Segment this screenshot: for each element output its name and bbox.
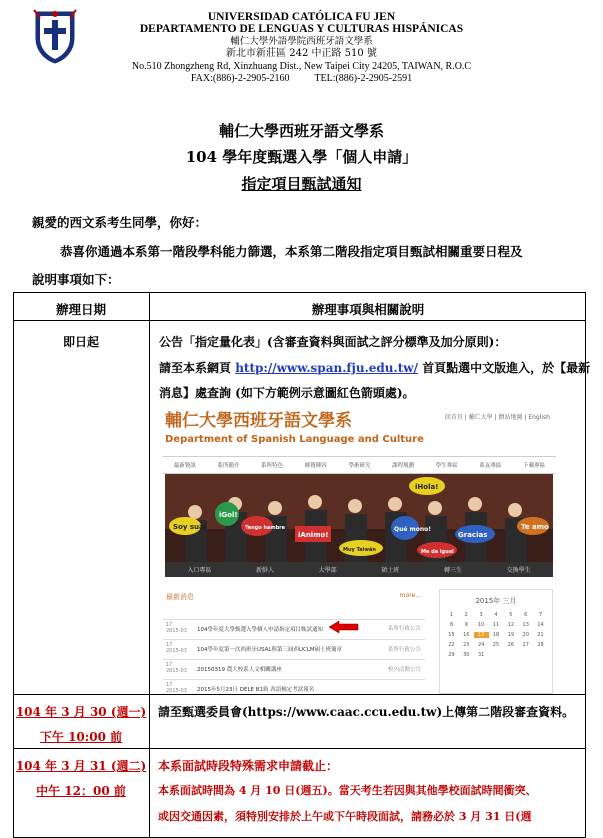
website-menu <box>163 456 556 474</box>
website-menu-item: 課程規劃 <box>392 463 415 469</box>
news-date: 17 2015-03 <box>166 642 187 654</box>
news-row <box>163 619 425 636</box>
calendar-day[interactable]: 22 <box>448 642 455 648</box>
row1-line2-suffix: 首頁點選中文版進入，於【最新 <box>417 361 591 375</box>
calendar-day[interactable]: 14 <box>537 622 544 628</box>
banner-sign-text: iAnimo! <box>298 531 329 539</box>
row3-date: 104 年 3 月 31 (週二) <box>15 759 147 773</box>
website-portal-bar <box>165 562 553 577</box>
table-row-divider <box>13 694 586 695</box>
news-row <box>163 659 425 676</box>
calendar-day[interactable]: 18 <box>492 632 500 638</box>
calendar-day[interactable]: 12 <box>507 622 515 628</box>
row1-line2-prefix: 請至本系網頁 <box>159 361 236 375</box>
banner-sign-text: Me da igual <box>421 549 454 555</box>
banner-sign-text: iHola! <box>415 483 439 491</box>
department-website-link[interactable]: http://www.span.fju.edu.tw/ <box>235 361 418 375</box>
row3-line2: 本系面試時間為 4 月 10 日(週五)。當天考生若因與其他學校面試時間衝突、 <box>158 784 537 797</box>
website-menu-item: 系友專區 <box>479 463 502 469</box>
portal-item: 入口專區 <box>187 567 212 574</box>
calendar-day[interactable]: 26 <box>507 642 515 648</box>
banner-sign-text: Soy suaJ <box>173 523 207 531</box>
document-title: 輔仁大學西班牙語文學系 <box>218 122 384 140</box>
news-section-title: 最新消息 <box>166 593 194 601</box>
banner-sign-text: Gracias <box>458 531 488 539</box>
row2-time: 下午 10:00 前 <box>39 730 123 744</box>
website-menu-item: 下載專區 <box>523 463 546 469</box>
banner-sign-text: Tengo hambre <box>245 525 286 531</box>
calendar-day[interactable]: 2 <box>464 612 468 618</box>
banner-sign-text: Muy Taiwán <box>343 547 376 553</box>
calendar-day[interactable]: 25 <box>492 642 500 648</box>
news-source: 系所行政公告 <box>387 647 421 653</box>
website-menu-item: 學生專區 <box>435 463 458 469</box>
calendar-day[interactable]: 21 <box>537 632 544 638</box>
calendar-day[interactable]: 20 <box>522 632 529 638</box>
greeting: 親愛的西文系考生同學，你好： <box>32 215 208 230</box>
news-title: 2015年5月23日 DELE B1級 西語檢定考試報名 <box>197 687 315 693</box>
banner-sign-text: iGol! <box>219 511 238 519</box>
news-date: 17 2015-03 <box>166 682 187 694</box>
table-row-divider <box>13 748 586 749</box>
header-line-fax-tel: FAX:(886)-2-2905-2160 TEL:(886)-2-2905-2591 <box>190 73 413 84</box>
row1-line1: 公告「指定量化表」(含審查資料與面試之評分標準及加分原則)： <box>159 335 507 349</box>
table-column-divider <box>149 292 150 838</box>
calendar-day[interactable]: 4 <box>494 612 498 618</box>
website-menu-item: 學術研究 <box>348 463 371 469</box>
calendar-grid <box>444 612 548 658</box>
row3-time: 中午 12：00 前 <box>36 784 126 798</box>
website-news-box <box>163 589 425 694</box>
row2-date: 104 年 3 月 30 (週一) <box>15 705 147 719</box>
news-date: 17 2015-03 <box>166 622 187 634</box>
row1-line3: 消息】處查詢 (如下方範例示意圖紅色箭頭處)。 <box>159 386 415 400</box>
table-header-date: 辦理日期 <box>55 302 106 317</box>
news-more-link: more... <box>399 592 421 599</box>
website-menu-item: 系所簡介 <box>217 463 240 469</box>
portal-item: 新鮮人 <box>255 567 274 574</box>
calendar-day[interactable]: 23 <box>463 642 470 648</box>
table-header-items: 辦理事項與相關說明 <box>311 302 425 317</box>
red-arrow-icon <box>327 621 359 633</box>
news-source: 系所行政公告 <box>387 626 421 632</box>
calendar-day[interactable]: 8 <box>449 622 454 628</box>
news-title: 104學年度大學甄選入學個人申請指定項目甄試通知 <box>197 627 323 633</box>
calendar-day[interactable]: 16 <box>463 632 470 638</box>
news-row <box>163 679 425 694</box>
news-title: 20150319 農大校系人文相關講座 <box>197 667 282 673</box>
row1-line2 <box>159 359 590 376</box>
banner-sign-text: Te amo <box>521 523 549 531</box>
calendar-day[interactable]: 30 <box>463 652 470 658</box>
calendar-day[interactable]: 17 <box>474 632 489 638</box>
header-line-chinese-name: 輔仁大學外語學院西班牙語文學系 <box>230 36 373 47</box>
news-title: 104學年度第一次西班牙USAL與第三屆西UCLM碩士班簡章 <box>197 647 343 653</box>
calendar-day[interactable]: 24 <box>477 642 485 648</box>
calendar-day[interactable]: 15 <box>448 632 455 638</box>
website-logo-chinese: 輔仁大學西班牙語文學系 <box>165 411 352 431</box>
calendar-day[interactable]: 13 <box>522 622 529 628</box>
row3-line3: 或因交通因素，須特別安排於上午或下午時段面試，請務必於 3 月 31 日(週 <box>158 810 532 823</box>
website-logo-english: Department of Spanish Language and Culture <box>165 434 424 445</box>
portal-item: 轉三生 <box>443 567 462 574</box>
calendar-day[interactable]: 9 <box>464 622 468 628</box>
header-line-department: DEPARTAMENTO DE LENGUAS Y CULTURAS HISPÁNICAS <box>139 23 464 35</box>
portal-item: 碩士班 <box>381 567 400 574</box>
calendar-day[interactable]: 7 <box>538 612 543 618</box>
header-line-english-address: No.510 Zhongzheng Rd, Xinzhuang Dist., New Taipei City 24205, TAIWAN, R.O.C <box>131 61 472 72</box>
header-line-chinese-address: 新北市新莊區 242 中正路 510 號 <box>226 48 377 59</box>
calendar-day[interactable]: 1 <box>449 612 454 618</box>
calendar-title: 2015年 三月 <box>475 597 517 605</box>
calendar-day[interactable]: 3 <box>479 612 483 618</box>
row3-line1: 本系面試時段特殊需求申請截止： <box>158 759 339 773</box>
website-menu-item: 系所特色 <box>261 463 284 469</box>
website-menu-item: 最新資訊 <box>173 463 196 469</box>
calendar-day[interactable]: 28 <box>537 642 544 648</box>
calendar-day[interactable]: 10 <box>477 622 485 628</box>
calendar-day[interactable]: 6 <box>524 612 528 618</box>
news-date: 17 2015-03 <box>166 662 187 674</box>
website-calendar <box>439 589 553 694</box>
portal-item: 大學部 <box>318 567 337 574</box>
calendar-day[interactable]: 29 <box>448 652 455 658</box>
website-top-links: 回首頁 | 輔仁大學 | 網站地圖 | English <box>444 414 550 421</box>
table-header-divider <box>13 320 586 321</box>
document-subtitle: 104 學年度甄選入學「個人申請」 <box>185 148 418 166</box>
document-subtitle-2: 指定項目甄試通知 <box>241 175 362 193</box>
intro-line-2: 說明事項如下： <box>32 272 120 287</box>
calendar-day[interactable]: 19 <box>507 632 515 638</box>
calendar-day[interactable]: 11 <box>492 622 500 628</box>
calendar-day[interactable]: 27 <box>522 642 529 648</box>
row1-date: 即日起 <box>62 335 99 349</box>
calendar-day[interactable]: 5 <box>509 612 513 618</box>
news-source: 校內活動公告 <box>387 667 421 673</box>
website-banner-photo <box>165 474 553 562</box>
website-example-screenshot <box>163 404 556 694</box>
calendar-day[interactable]: 31 <box>477 652 485 658</box>
portal-item: 交換學生 <box>506 567 531 574</box>
intro-line-1: 恭喜你通過本系第一階段學科能力篩選，本系第二階段指定項目甄試相關重要日程及 <box>60 244 523 259</box>
header-line-university: UNIVERSIDAD CATÓLICA FU JEN <box>207 11 396 23</box>
website-menu-item: 師資陣容 <box>304 463 327 469</box>
banner-sign-text: Qué mono! <box>394 526 432 533</box>
row2-text: 請至甄選委員會(https://www.caac.ccu.edu.tw)上傳第二階段審查資料。 <box>158 705 575 719</box>
news-row <box>163 639 425 656</box>
